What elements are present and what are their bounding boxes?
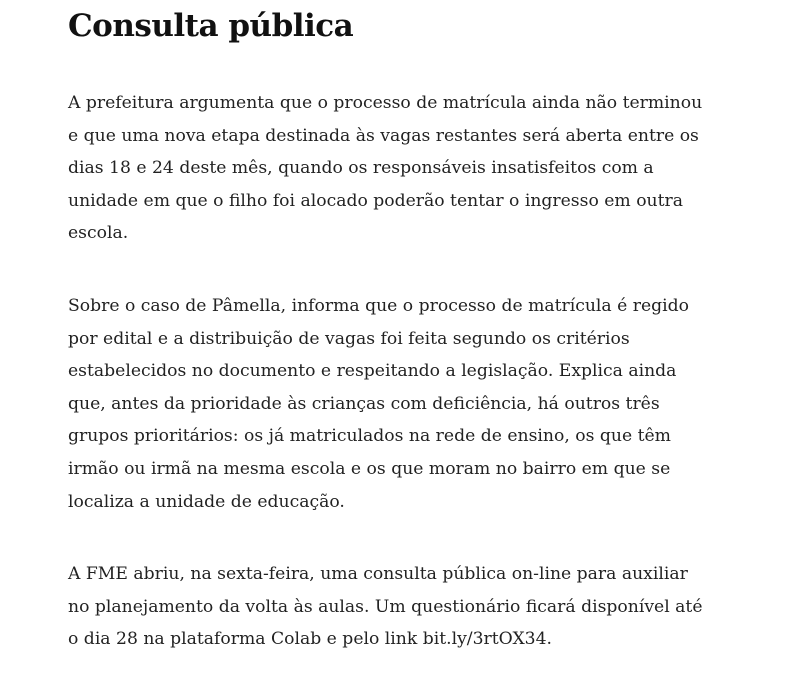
paragraph-line: por edital e a distribuição de vagas foi feita segundo os critérios xyxy=(68,328,630,349)
article-body xyxy=(68,6,708,696)
paragraph-line: A prefeitura argumenta que o processo de matrícula ainda não terminou xyxy=(68,93,703,113)
paragraph-line: escola. xyxy=(68,223,129,244)
paragraph-line: o dia 28 na plataforma Colab e pelo link bit.ly/3rtOX34. xyxy=(68,629,553,650)
paragraph-line: dias 18 e 24 deste mês, quando os responsáveis insatisfeitos com a xyxy=(68,158,654,179)
paragraph-line: localiza a unidade de educação. xyxy=(68,491,345,512)
paragraph-line: no planejamento da volta às aulas. Um questionário ficará disponível até xyxy=(68,596,703,617)
article-paragraph-1 xyxy=(68,87,708,250)
article-paragraph-3 xyxy=(68,558,708,656)
paragraph-line: e que uma nova etapa destinada às vagas restantes será aberta entre os xyxy=(68,125,699,146)
section-heading: Consulta pública xyxy=(68,8,354,44)
paragraph-line: Sobre o caso de Pâmella, informa que o processo de matrícula é regido xyxy=(68,295,690,316)
article-paragraph-2 xyxy=(68,290,708,518)
paragraph-line: grupos prioritários: os já matriculados na rede de ensino, os que têm xyxy=(68,426,671,447)
paragraph-line: irmão ou irmã na mesma escola e os que moram no bairro em que se xyxy=(68,458,671,479)
paragraph-line: unidade em que o filho foi alocado poderão tentar o ingresso em outra xyxy=(68,190,683,211)
paragraph-line: A FME abriu, na sexta-feira, uma consulta pública on-line para auxiliar xyxy=(68,564,688,585)
paragraph-line: estabelecidos no documento e respeitando a legislação. Explica ainda xyxy=(68,361,677,382)
paragraph-line: que, antes da prioridade às crianças com deficiência, há outros três xyxy=(68,393,660,414)
